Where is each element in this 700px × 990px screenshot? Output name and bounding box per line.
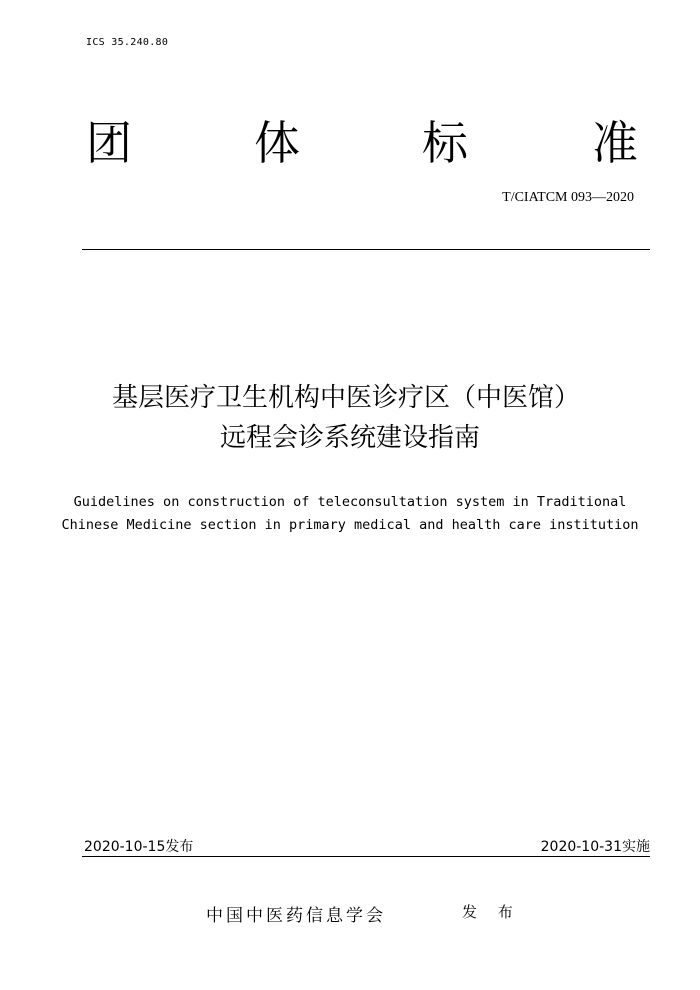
english-title-line-2: Chinese Medicine section in primary medical and health care institution	[61, 517, 639, 533]
standard-type-char: 准	[592, 116, 638, 170]
header-divider	[82, 249, 650, 250]
publisher-name: 中国中医药信息学会	[206, 906, 386, 926]
standard-type-char: 体	[254, 116, 300, 170]
standard-code: T/CIATCM 093—2020	[502, 190, 634, 205]
release-date: 2020-10-15发布	[84, 839, 194, 855]
chinese-title-line-1: 基层医疗卫生机构中医诊疗区（中医馆）	[111, 383, 580, 413]
standard-type-char: 团	[86, 116, 132, 170]
chinese-title-line-2: 远程会诊系统建设指南	[219, 423, 480, 453]
standard-type-heading	[86, 112, 642, 174]
footer-divider	[82, 856, 650, 857]
publish-label: 发 布	[462, 903, 521, 921]
standard-type-char: 标	[422, 116, 468, 170]
english-title-line-1: Guidelines on construction of teleconsultation system in Traditional	[73, 494, 627, 510]
ics-code: ICS 35.240.80	[86, 37, 169, 48]
effective-date: 2020-10-31实施	[540, 839, 650, 855]
